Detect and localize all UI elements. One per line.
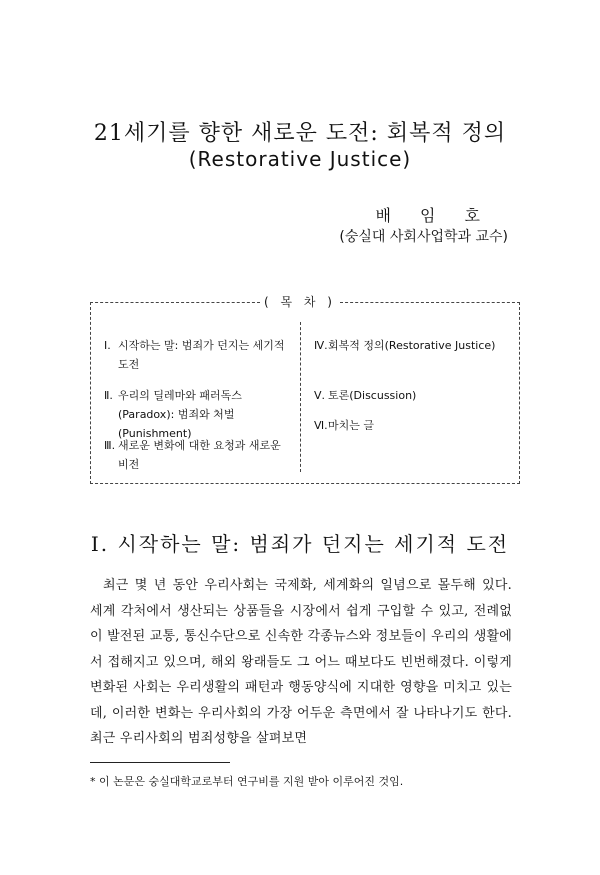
footnote-divider (90, 762, 230, 763)
paper-title: 21세기를 향한 새로운 도전: 회복적 정의 (93, 121, 507, 146)
toc-item-number: Ⅵ. (314, 419, 328, 432)
footnote: * 이 논문은 숭실대학교로부터 연구비를 지원 받아 이루어진 것임. (90, 775, 404, 788)
toc-item-text: 회복적 정의(Restorative Justice) (328, 339, 496, 352)
toc-item-text: 시작하는 말: 범죄가 던지는 세기적 도전 (118, 339, 285, 371)
toc-item-text: 우리의 딜레마와 패러독스(Paradox): 범죄와 처벌(Punishment) (118, 389, 242, 440)
toc-item-text: 새로운 변화에 대한 요청과 새로운 비전 (118, 439, 281, 471)
author-affiliation: (숭실대 사회사업학과 교수) (339, 229, 508, 245)
toc-item (104, 386, 290, 443)
paper-subtitle: (Restorative Justice) (188, 147, 412, 171)
toc-item-number: Ⅲ. (104, 439, 116, 452)
toc-heading: ( 목 차 ) (260, 293, 340, 310)
toc-item (314, 416, 510, 435)
toc-item-number: Ⅴ. (314, 389, 326, 402)
toc-item-number: Ⅱ. (104, 389, 113, 402)
toc-item-number: Ⅰ. (104, 339, 111, 352)
toc-item-number: Ⅳ. (314, 339, 328, 352)
section-heading: Ⅰ. 시작하는 말: 범죄가 던지는 세기적 도전 (90, 532, 510, 556)
toc-item-text: 토론(Discussion) (328, 389, 417, 402)
body-paragraph: 최근 몇 년 동안 우리사회는 국제화, 세계화의 일념으로 몰두해 있다. 세계 각처에서 생산되는 상품들을 시장에서 쉽게 구입할 수 있고, 전례없이 발전된 교통, 통신수단으로 신속한 각종뉴스와 정보들이 우리의 생활에서 접해지고 있으며, 해외 왕래들도 그 어느 때보다도 빈번해졌다. 이렇게 변화된 사회는 우리생활의 패턴과 행동양식에 지대한 영향을 미치고 있는데, 이러한 변화는 우리사회의 가장 어두운 측면에서 잘 나타나기도 한다. 최근 우리사회의 범죄성향을 살펴보면 (90, 578, 512, 746)
toc-item (104, 436, 290, 474)
toc-frame-top-right (340, 302, 520, 303)
toc-frame-top-left (90, 302, 260, 303)
toc-item-text: 마치는 글 (328, 419, 375, 432)
toc-item (314, 336, 510, 355)
toc-column-divider (300, 322, 301, 472)
toc-item (104, 336, 290, 374)
author-name: 배 임 호 (375, 206, 492, 225)
toc-item (314, 386, 510, 405)
